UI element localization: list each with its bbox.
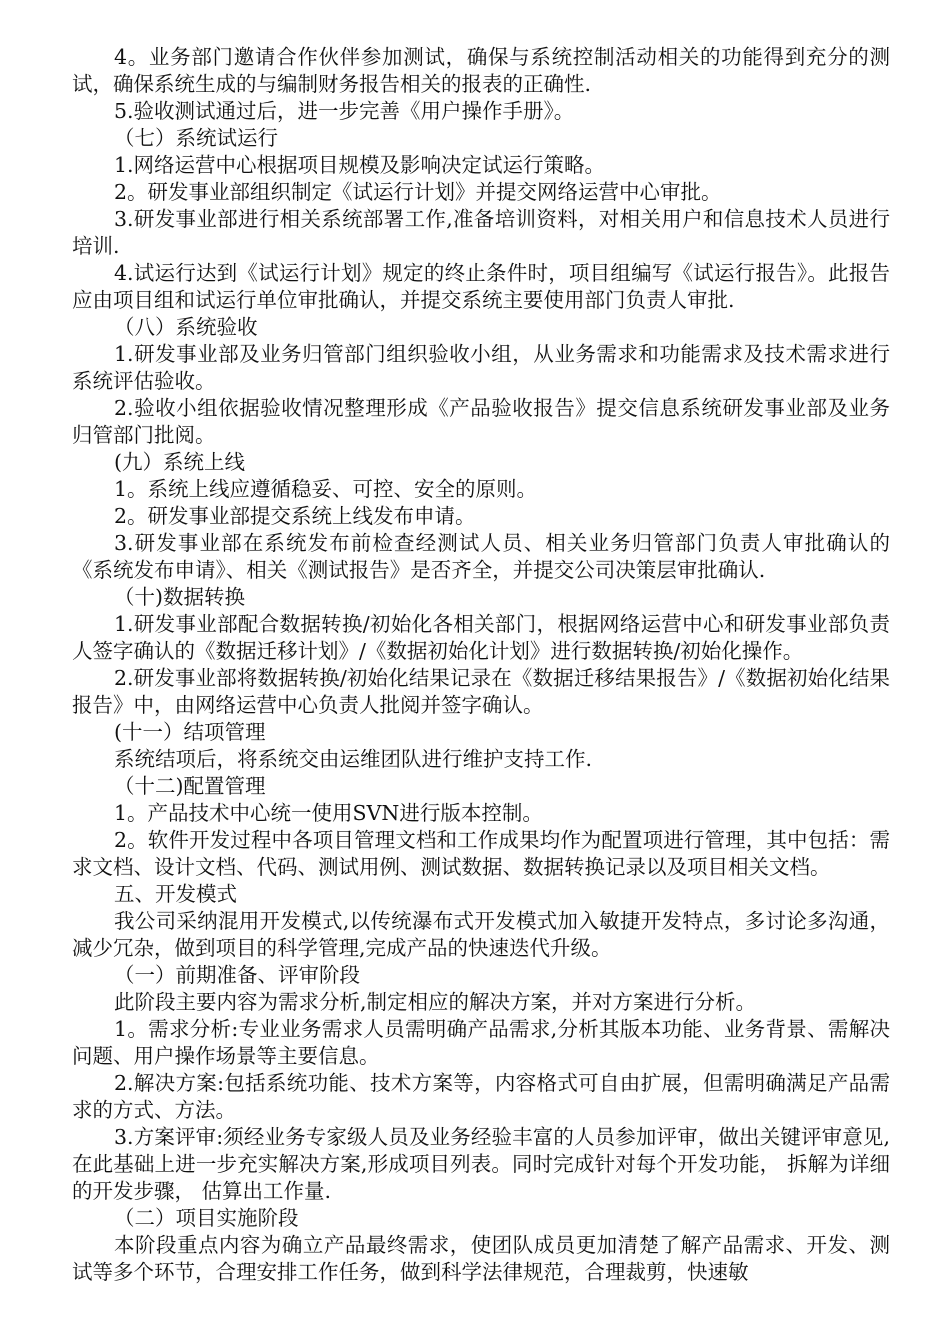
paragraph-preparation-item-1: 1。需求分析:专业业务需求人员需明确产品需求,分析其版本功能、业务背景、需解决问题、用户操作场景等主要信息。: [72, 1017, 890, 1068]
paragraph-preparation-item-2: 2.解决方案:包括系统功能、技术方案等，内容格式可自由扩展，但需明确满足产品需求的方式、方法。: [72, 1071, 890, 1122]
paragraph-implementation-intro: 本阶段重点内容为确立产品最终需求，使团队成员更加清楚了解产品需求、开发、测试等多个环节，合理安排工作任务，做到科学法律规范，合理裁剪，快速敏: [72, 1233, 890, 1284]
section-heading-configuration: （十二)配置管理: [114, 774, 266, 798]
paragraph-data-conversion-item-1: 1.研发事业部配合数据转换/初始化各相关部门，根据网络运营中心和研发事业部负责人签字确认的《数据迁移计划》/《数据初始化计划》进行数据转换/初始化操作。: [72, 612, 890, 663]
paragraph-data-conversion-item-2: 2.研发事业部将数据转换/初始化结果记录在《数据迁移结果报告》/《数据初始化结果报告》中，由网络运营中心负责人批阅并签字确认。: [72, 666, 890, 717]
paragraph-configuration-item-2: 2。软件开发过程中各项目管理文档和工作成果均作为配置项进行管理，其中包括：需求文档、设计文档、代码、测试用例、测试数据、数据转换记录以及项目相关文档。: [72, 828, 890, 879]
paragraph-go-live-item-2: 2。研发事业部提交系统上线发布申请。: [114, 504, 476, 528]
paragraph-trial-item-1: 1.网络运营中心根据项目规模及影响决定试运行策略。: [114, 153, 606, 177]
paragraph-go-live-item-1: 1。系统上线应遵循稳妥、可控、安全的原则。: [114, 477, 538, 501]
paragraph-trial-item-4: 4.试运行达到《试运行计划》规定的终止条件时，项目组编写《试运行报告》。此报告应由项目组和试运行单位审批确认，并提交系统主要使用部门负责人审批.: [72, 261, 890, 312]
paragraph-system-acceptance-item-1: 1.研发事业部及业务归管部门组织验收小组，从业务需求和功能需求及技术需求进行系统评估验收。: [72, 342, 890, 393]
paragraph-configuration-item-1: 1。产品技术中心统一使用SVN进行版本控制。: [114, 801, 543, 825]
paragraph-closure: 系统结项后，将系统交由运维团队进行维护支持工作.: [114, 747, 593, 771]
paragraph-dev-model-intro: 我公司采纳混用开发模式,以传统瀑布式开发模式加入敏捷开发特点，多讨论多沟通，减少冗杂，做到项目的科学管理,完成产品的快速迭代升级。: [72, 909, 890, 960]
section-heading-system-acceptance: （八）系统验收: [114, 315, 258, 339]
paragraph-acceptance-item-5: 5.验收测试通过后，进一步完善《用户操作手册》。: [114, 99, 575, 123]
paragraph-preparation-item-3: 3.方案评审:须经业务专家级人员及业务经验丰富的人员参加评审，做出关键评审意见,在此基础上进一步充实解决方案,形成项目列表。同时完成针对每个开发功能， 拆解为详细的开发步骤， 估算出工作量.: [72, 1125, 890, 1203]
paragraph-preparation-intro: 此阶段主要内容为需求分析,制定相应的解决方案，并对方案进行分析。: [114, 990, 757, 1014]
document-body: [72, 44, 890, 1286]
section-heading-preparation-review: （一）前期准备、评审阶段: [114, 963, 360, 987]
paragraph-go-live-item-3: 3.研发事业部在系统发布前检查经测试人员、相关业务归管部门负责人审批确认的《系统发布申请》、相关《测试报告》是否齐全，并提交公司决策层审批确认.: [72, 531, 890, 582]
paragraph-trial-item-3: 3.研发事业部进行相关系统部署工作,准备培训资料，对相关用户和信息技术人员进行培训.: [72, 207, 890, 258]
paragraph-system-acceptance-item-2: 2.验收小组依据验收情况整理形成《产品验收报告》提交信息系统研发事业部及业务归管部门批阅。: [72, 396, 890, 447]
section-heading-closure: (十一）结项管理: [114, 720, 266, 744]
section-heading-trial-run: （七）系统试运行: [114, 126, 278, 150]
paragraph-trial-item-2: 2。研发事业部组织制定《试运行计划》并提交网络运营中心审批。: [114, 180, 722, 204]
section-heading-implementation: （二）项目实施阶段: [114, 1206, 299, 1230]
paragraph-acceptance-item-4: 4。业务部门邀请合作伙伴参加测试，确保与系统控制活动相关的功能得到充分的测试，确保系统生成的与编制财务报告相关的报表的正确性.: [72, 45, 890, 96]
section-heading-go-live: (九）系统上线: [114, 450, 245, 474]
chapter-heading-dev-model: 五、开发模式: [114, 882, 237, 906]
section-heading-data-conversion: （十)数据转换: [114, 585, 245, 609]
